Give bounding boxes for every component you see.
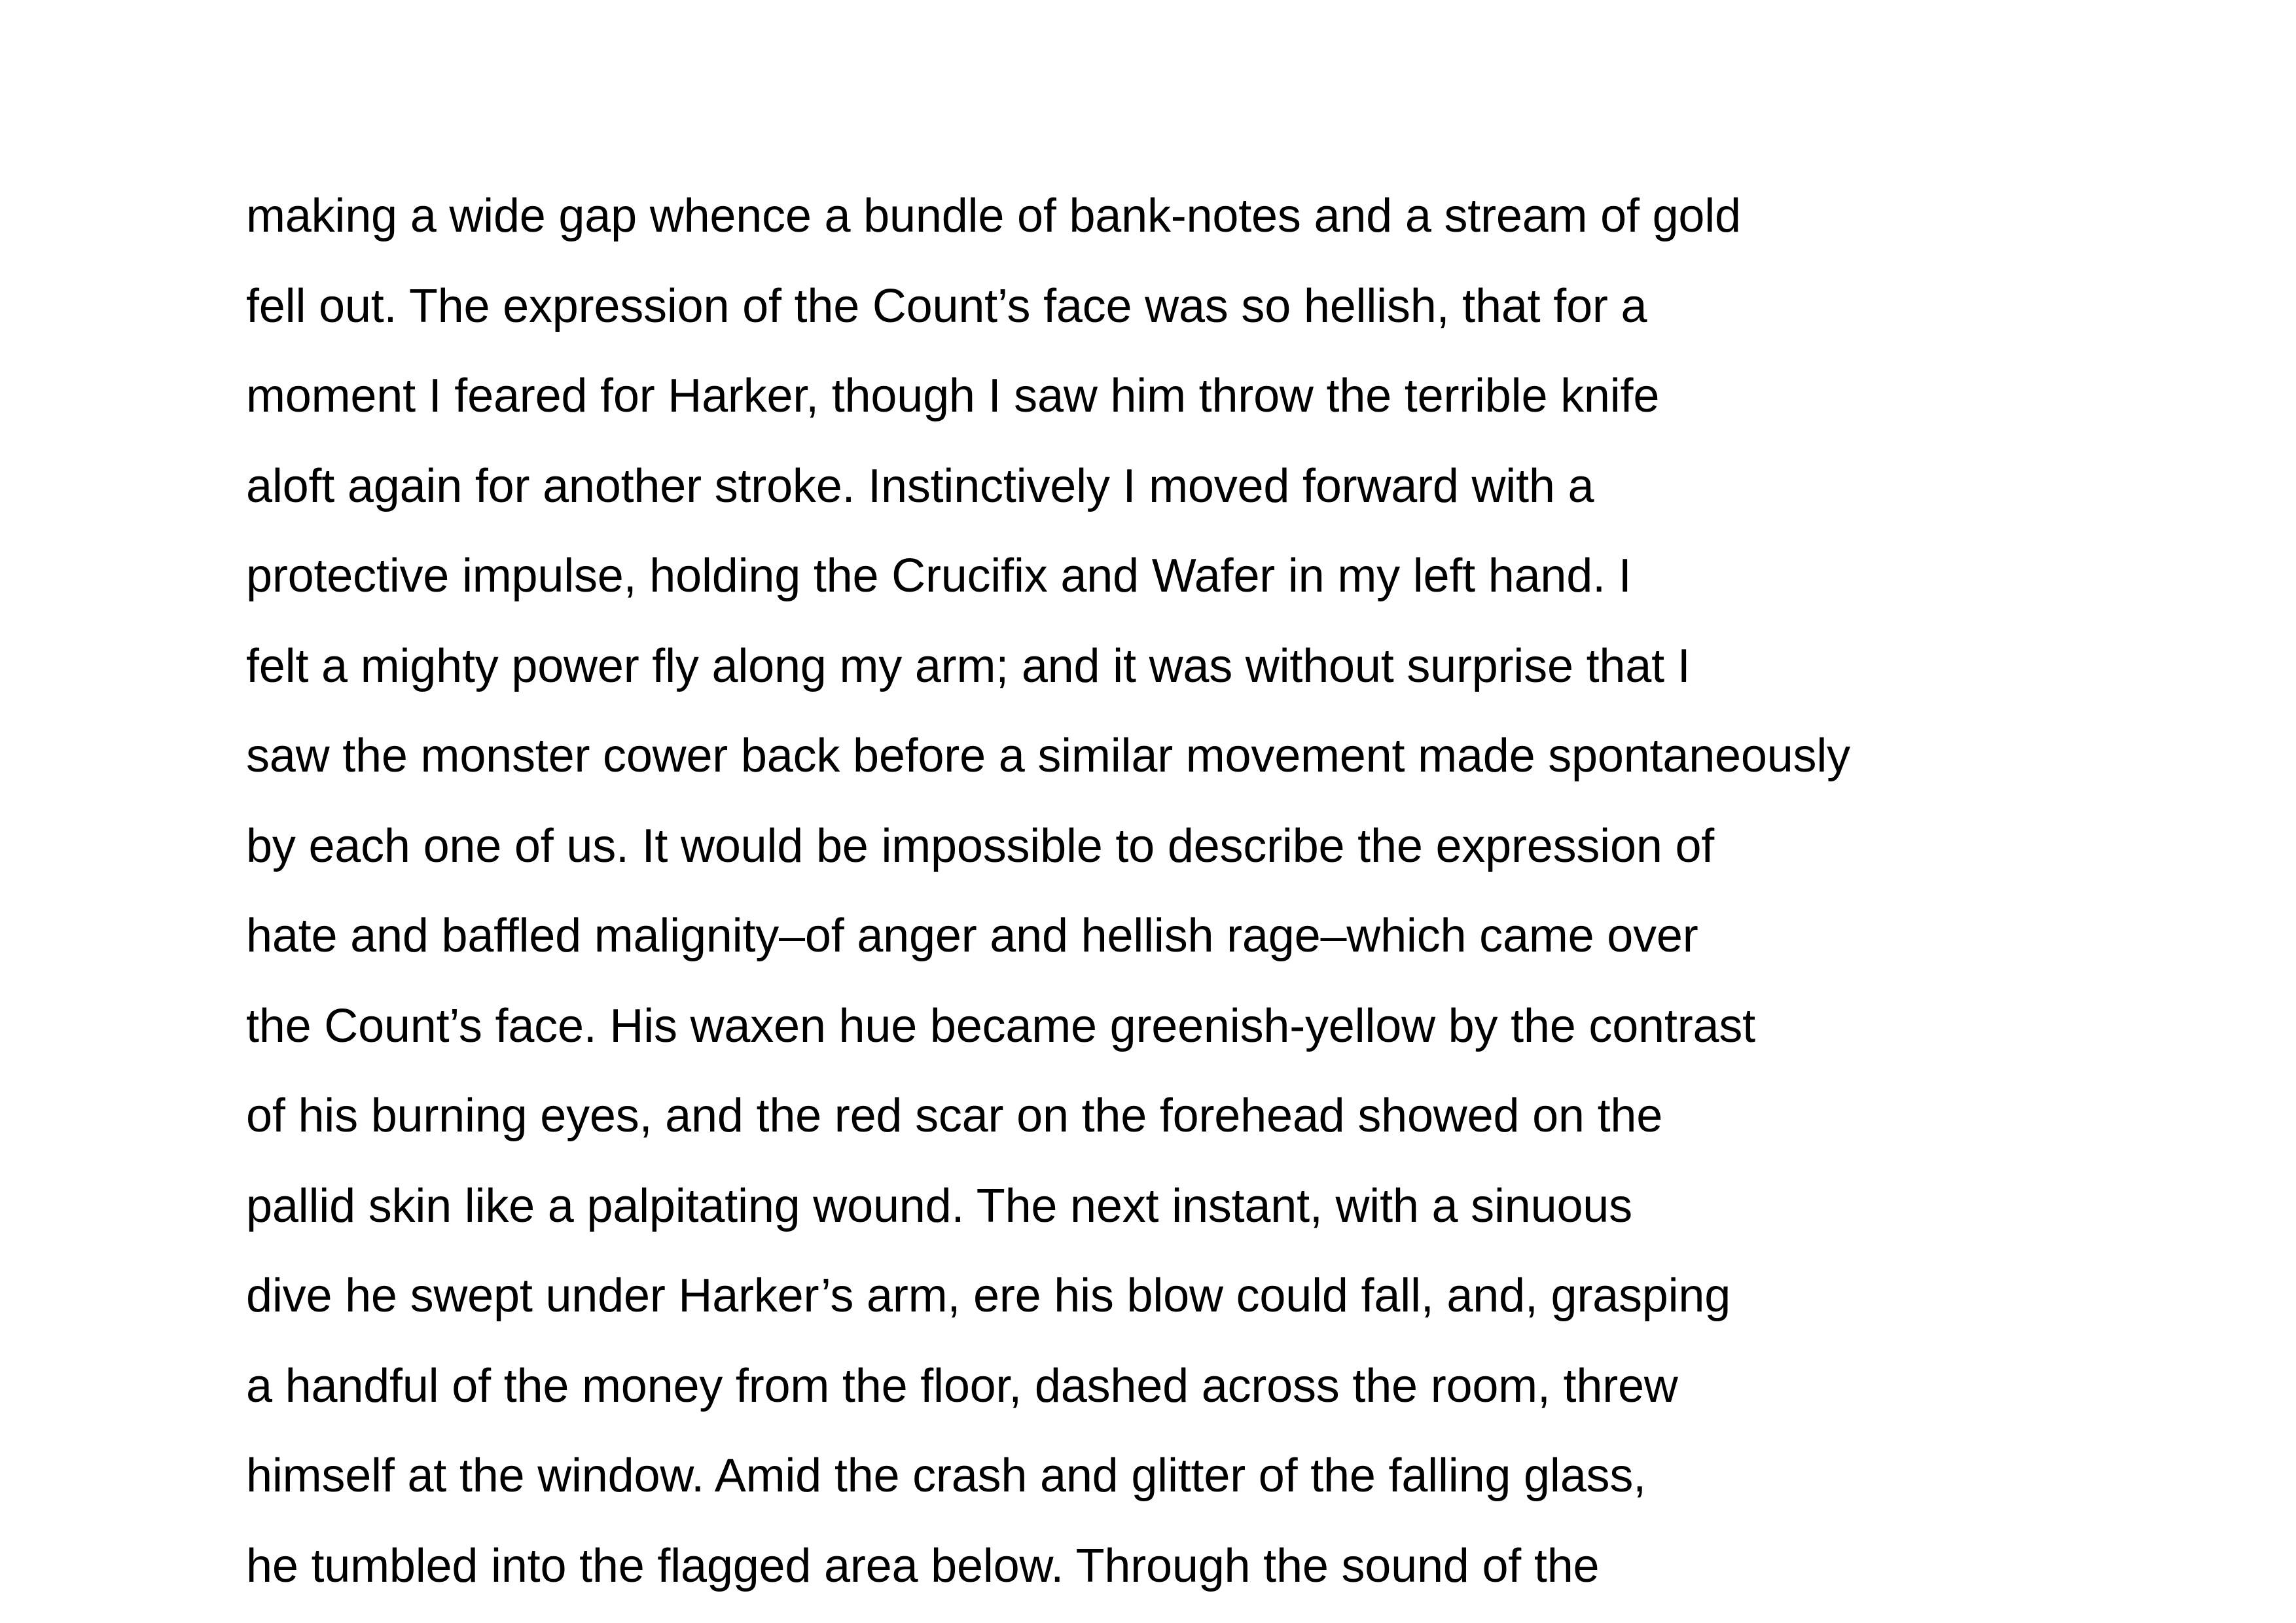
text-line: the Count’s face. His waxen hue became greenish-yellow by the contrast <box>246 999 1755 1052</box>
text-line: felt a mighty power fly along my arm; and it was without surprise that I <box>246 639 1691 692</box>
text-line: of his burning eyes, and the red scar on the forehead showed on the <box>246 1090 1663 1142</box>
text-line: saw the monster cower back before a similar movement made spontaneously <box>246 730 1850 782</box>
text-line: himself at the window. Amid the crash and glitter of the falling glass, <box>246 1450 1646 1502</box>
text-line: aloft again for another stroke. Instinctively I moved forward with a <box>246 459 1594 512</box>
text-line: pallid skin like a palpitating wound. The next instant, with a sinuous <box>246 1179 1632 1232</box>
text-line: by each one of us. It would be impossible to describe the expression of <box>246 819 1715 872</box>
text-line: making a wide gap whence a bundle of bank-notes and a stream of gold <box>246 190 1741 242</box>
body-text <box>246 171 2210 1611</box>
text-line: moment I feared for Harker, though I saw him throw the terrible knife <box>246 370 1660 422</box>
text-line: fell out. The expression of the Count’s face was so hellish, that for a <box>246 279 1647 332</box>
text-line: a handful of the money from the floor, dashed across the room, threw <box>246 1359 1678 1412</box>
text-line: dive he swept under Harker’s arm, ere his blow could fall, and, grasping <box>246 1270 1731 1322</box>
text-line: he tumbled into the flagged area below. Through the sound of the <box>246 1539 1600 1592</box>
text-line: protective impulse, holding the Crucifix and Wafer in my left hand. I <box>246 550 1632 602</box>
text-line: hate and baffled malignity–of anger and hellish rage–which came over <box>246 910 1698 962</box>
